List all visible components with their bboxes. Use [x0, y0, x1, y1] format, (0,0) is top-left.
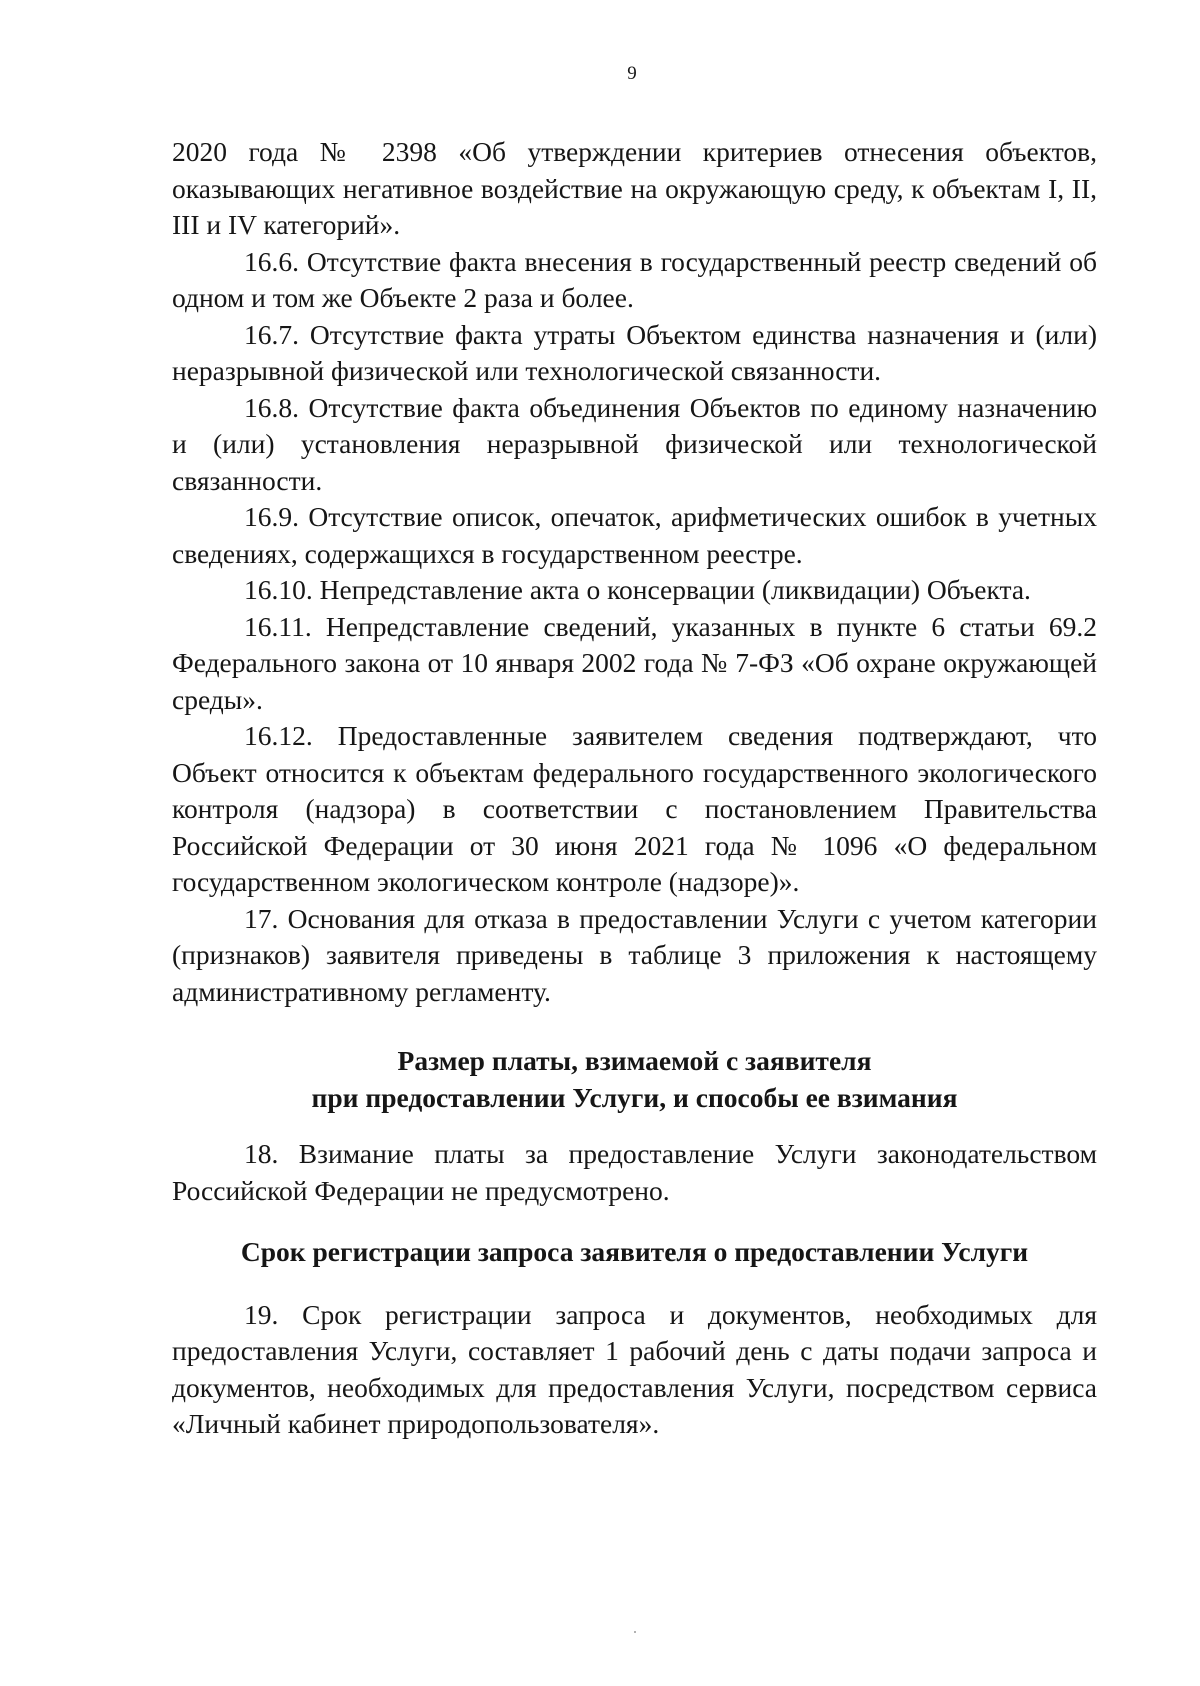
paragraph-19: 19. Срок регистрации запроса и документов, необходимых для предоставления Услуги, составляет 1 рабочий день с даты подачи запроса и документов, необходимых для предоставления Услуги, посредством сервиса «Личный кабинет природопользователя».	[172, 1298, 1097, 1439]
paragraph-17: 17. Основания для отказа в предоставлении Услуги с учетом категории (признаков) заявителя приведены в таблице 3 приложения к настоящему административному регламенту.	[172, 902, 1097, 1007]
paragraph-18: 18. Взимание платы за предоставление Услуги законодательством Российской Федерации не предусмотрено.	[172, 1138, 1097, 1206]
heading-fee-line-2: при предоставлении Услуги, и способы ее взимания	[311, 1081, 958, 1113]
heading-registration: Срок регистрации запроса заявителя о предоставлении Услуги	[240, 1236, 1029, 1267]
paragraph-16-8: 16.8. Отсутствие факта объединения Объектов по единому назначению и (или) установления неразрывной физической или технологической связанности.	[172, 391, 1097, 496]
paragraph-16-9: 16.9. Отсутствие описок, опечаток, арифметических ошибок в учетных сведениях, содержащихся в государственном реестре.	[172, 501, 1097, 569]
paragraph-16-7: 16.7. Отсутствие факта утраты Объектом единства назначения и (или) неразрывной физической или технологической связанности.	[172, 318, 1097, 386]
paragraph-16-12: 16.12. Предоставленные заявителем сведения подтверждают, что Объект относится к объектам федерального государственного экологического контроля (надзора) в соответствии с постановлением Правительства Российской Федерации от 30 июня 2021 года № 1096 «О федеральном государственном экологическом контроле (надзоре)».	[172, 720, 1097, 897]
paragraph-16-11: 16.11. Непредставление сведений, указанных в пункте 6 статьи 69.2 Федерального закона от 10 января 2002 года № 7-ФЗ «Об охране окружающей среды».	[172, 610, 1097, 715]
paragraph-16-6: 16.6. Отсутствие факта внесения в государственный реестр сведений об одном и том же Объекте 2 раза и более.	[172, 245, 1097, 313]
section-heading-fee	[172, 1043, 1097, 1116]
section-heading-registration	[172, 1234, 1097, 1271]
scan-speck	[634, 1631, 636, 1633]
document-body	[172, 134, 1097, 1443]
paragraph-continuation: 2020 года № 2398 «Об утверждении критериев отнесения объектов, оказывающих негативное воздействие на окружающую среду, к объектам I, II, III и IV категорий».	[172, 136, 1097, 240]
page-number: 9	[627, 63, 637, 84]
paragraph-16-10: 16.10. Непредставление акта о консервации (ликвидации) Объекта.	[244, 574, 1031, 605]
heading-fee-line-1: Размер платы, взимаемой с заявителя	[397, 1045, 872, 1076]
